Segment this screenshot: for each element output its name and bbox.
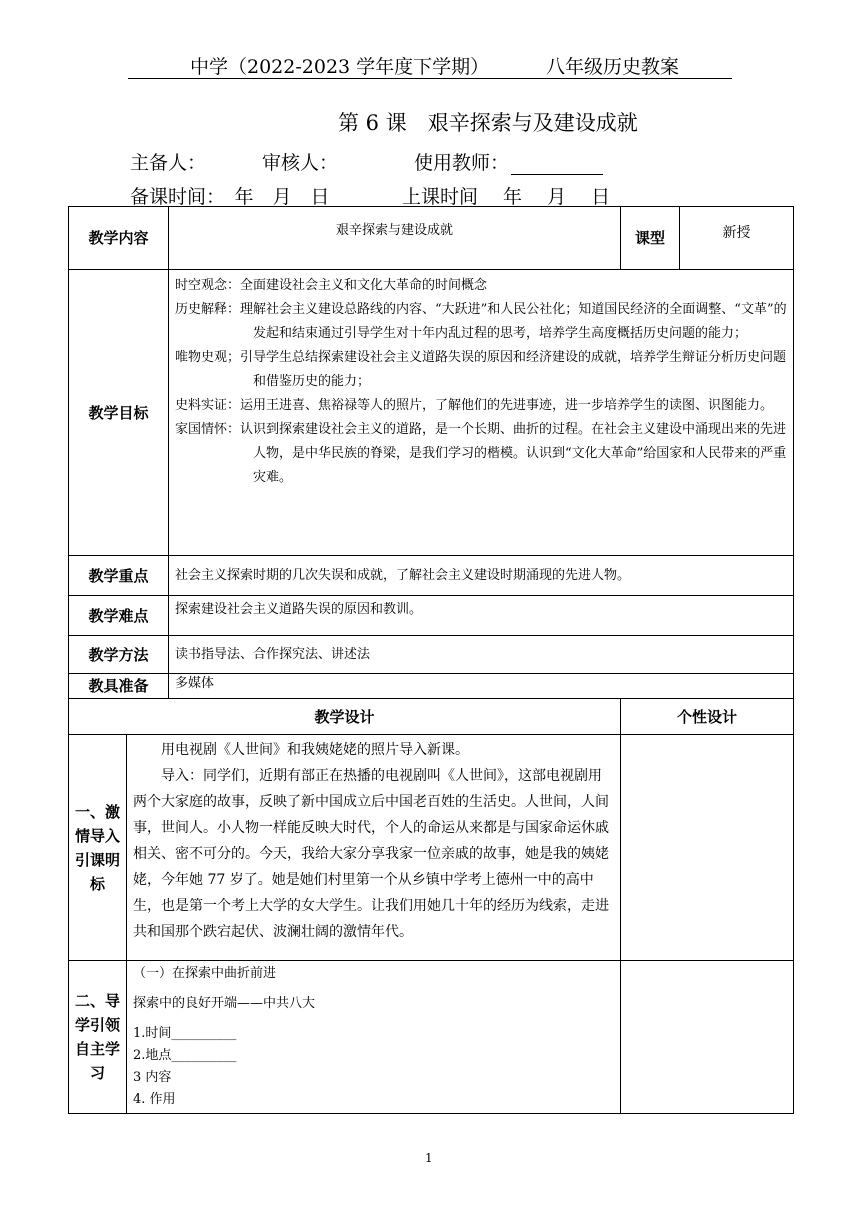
section2-line: 4. 作用 (133, 1092, 176, 1107)
goals-list (169, 270, 794, 556)
lesson-plan-table (68, 206, 794, 1114)
method-value: 读书指导法、合作探究法、讲述法 (169, 636, 794, 674)
section2-label: 二、导学引领自主学习 (69, 961, 127, 1114)
section1-body (127, 735, 621, 961)
header-grade-subject: 八年级历史教案 (546, 56, 680, 78)
type-label: 课型 (621, 207, 680, 270)
teacher-blank (511, 156, 603, 175)
section1-label: 一、激情导入引课明标 (69, 735, 127, 961)
personal-header: 个性设计 (621, 699, 794, 735)
section2-line: 3 内容 (133, 1070, 172, 1085)
section1-paragraph: 导入：同学们，近期有部正在热播的电视剧叫《人世间》，这部电视剧用两个大家庭的故事，反映了新中国成立后中国老百姓的生活史。人世间，人间事，世间人。小人物一样能反映大时代，个人的命运从来都是与国家命运休戚相关、密不可分的。今天，我给大家分享我家一位亲戚的故事，她是我的姨姥姥，今年她 77 岁了。她是她们村里第一个从乡镇中学考上德州一中的高中生，也是第一个考上大学的女大学生。让我们用她几十年的经历为线索，走进共和国那个跌宕起伏、波澜壮阔的激情年代。 (133, 768, 609, 940)
section2-line: 探索中的良好开端——中共八大 (133, 996, 316, 1011)
key-label: 教学重点 (69, 556, 169, 596)
tools-value: 多媒体 (169, 674, 794, 699)
teacher-field (414, 148, 603, 175)
type-value: 新授 (680, 207, 794, 270)
content-value: 艰辛探索与建设成就 (169, 207, 621, 270)
section2-body (127, 961, 621, 1114)
goal-item: 家国情怀：认识到探索建设社会主义的道路，是一个长期、曲折的过程。在社会主义建设中涌现出来的先进人物，是中华民族的脊梁，是我们学习的楷模。认识到“文化大革命”给国家和人民带来的严重灾难。 (175, 422, 787, 485)
section2-personal (621, 961, 794, 1114)
reviewer-label: 审核人： (262, 152, 339, 174)
tools-label: 教具准备 (69, 674, 169, 699)
page-number: 1 (425, 1151, 433, 1165)
header-school-term: 中学（2022-2023 学年度下学期） (190, 56, 490, 78)
difficulty-label: 教学难点 (69, 596, 169, 636)
design-header: 教学设计 (69, 699, 621, 735)
section2-line: 1.时间__________ (133, 1026, 237, 1041)
prep-time: 备课时间： 年 月 日 (130, 186, 330, 208)
header-rule (128, 78, 732, 79)
goal-item: 时空观念：全面建设社会主义和文化大革命的时间概念 (175, 278, 488, 293)
content-label: 教学内容 (69, 207, 169, 270)
class-time: 上课时间 年 月 日 (402, 186, 611, 208)
method-label: 教学方法 (69, 636, 169, 674)
preparer-label: 主备人： (130, 152, 207, 174)
lesson-title: 第 6 课 艰辛探索与及建设成就 (338, 111, 638, 135)
goal-item: 历史解释：理解社会主义建设总路线的内容、“大跃进”和人民公社化；知道国民经济的全面调整、“文革”的发起和结束通过引导学生对十年内乱过程的思考，培养学生高度概括历史问题的能力； (175, 302, 787, 341)
difficulty-value: 探索建设社会主义道路失误的原因和教训。 (169, 596, 794, 636)
section2-line: （一）在探索中曲折前进 (133, 966, 277, 981)
section1-personal (621, 735, 794, 961)
goals-label: 教学目标 (69, 270, 169, 556)
section2-line: 2.地点__________ (133, 1048, 237, 1063)
goal-item: 史料实证：运用王进喜、焦裕禄等人的照片，了解他们的先进事迹，进一步培养学生的读图、识图能力。 (175, 398, 774, 413)
section1-paragraph: 用电视剧《人世间》和我姨姥姥的照片导入新课。 (161, 742, 469, 758)
teacher-label: 使用教师： (414, 152, 510, 174)
goal-item: 唯物史观；引导学生总结探索建设社会主义道路失误的原因和经济建设的成就，培养学生辩证分析历史问题和借鉴历史的能力； (175, 350, 787, 389)
key-value: 社会主义探索时期的几次失误和成就，了解社会主义建设时期涌现的先进人物。 (169, 556, 794, 596)
